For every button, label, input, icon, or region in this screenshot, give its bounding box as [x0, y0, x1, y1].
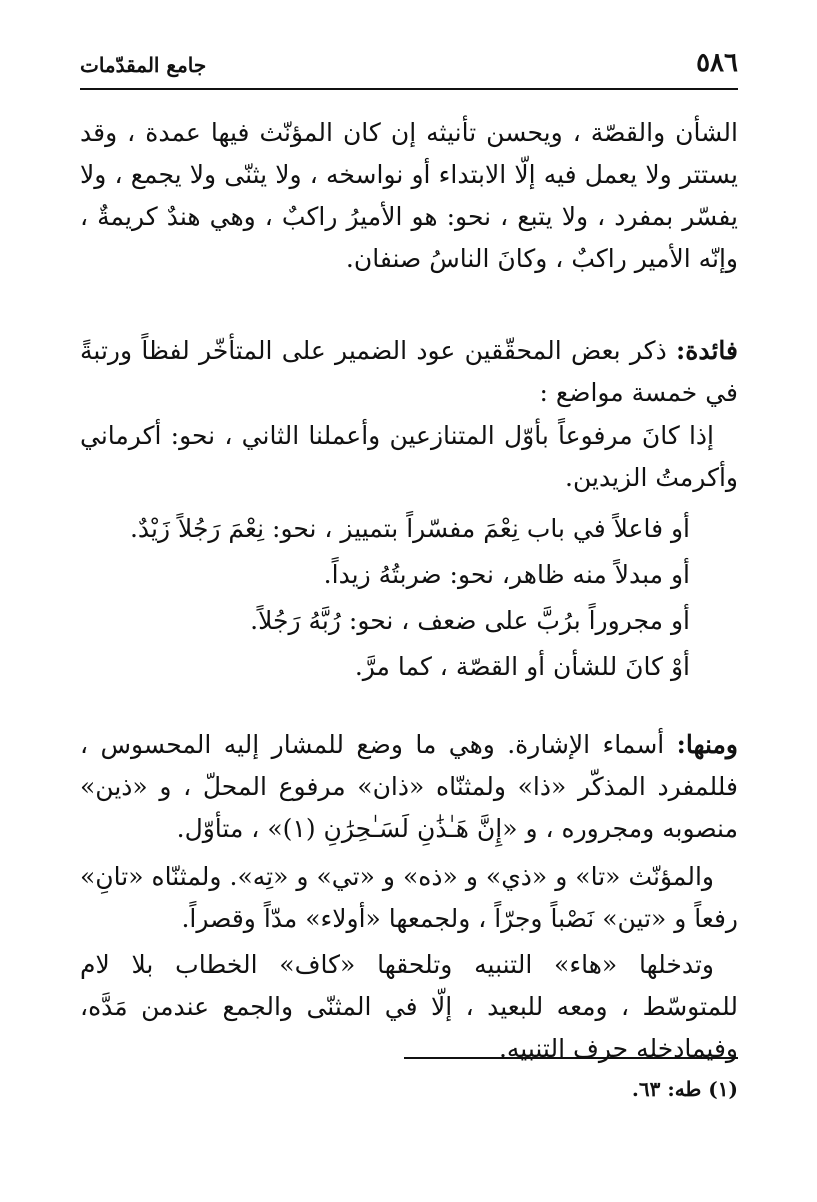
- header-rule: [80, 88, 738, 90]
- running-title: جامع المقدّمات: [80, 53, 207, 77]
- paragraph-2-text: [80, 330, 738, 414]
- paragraph-3: [80, 415, 738, 499]
- page-header: [80, 48, 738, 88]
- positions-list: [80, 506, 690, 690]
- paragraph-5: [80, 856, 738, 940]
- list-item: أو فاعلاً في باب نِعْمَ مفسّراً بتمييز ، نحو: نِعْمَ رَجُلاً زَيْدٌ.: [129, 514, 690, 543]
- paragraph-3-text: إذا كانَ مرفوعاً بأوّل المتنازعين وأعملنا الثاني ، نحو: أكرماني وأكرمتُ الزيدين.: [80, 421, 738, 492]
- paragraph-6-text: وتدخلها «هاء» التنبيه وتلحقها «كاف» الخطاب بلا لام للمتوسّط ، ومعه للبعيد ، إلّا في المثنّى والجمع عندمن مَدَّه، وفيمادخله حرف التنبيه.: [80, 950, 738, 1063]
- paragraph-4-text: [80, 724, 738, 850]
- footnote: (١) طه: ٦٣.: [631, 1077, 738, 1101]
- paragraph-6: [80, 944, 738, 1070]
- paragraph-5-text: والمؤنّث «تا» و «ذي» و «ذه» و «تي» و «تِه». ولمثنّاه «تانِ» رفعاً و «تين» نَصْباً وجرّاً ، ولجمعها «أولاء» مدّاً وقصراً.: [80, 862, 738, 933]
- paragraph-4: [80, 724, 738, 850]
- minha-heading: ومنها:: [676, 730, 739, 759]
- paragraph-2-body: ذكر بعض المحقّقين عود الضمير على المتأخّر لفظاً ورتبةً في خمسة مواضع :: [80, 336, 738, 407]
- footnote-rule: [404, 1057, 738, 1059]
- paragraph-4-body: أسماء الإشارة. وهي ما وضع للمشار إليه المحسوس ، فللمفرد المذكّر «ذا» ولمثنّاه «ذان» مرفوع المحلّ ، و «ذين» منصوبه ومجروره ، و «إِنَّ هَـٰذَٰنِ لَسَـٰحِرَٰنِ (١)» ، متأوّل.: [80, 730, 738, 843]
- paragraph-2: [80, 330, 738, 414]
- faida-heading: فائدة:: [676, 336, 738, 365]
- paragraph-1-text: الشأن والقصّة ، ويحسن تأنيثه إن كان المؤنّث فيها عمدة ، وقد يستتر ولا يعمل فيه إلّا الابتداء أو نواسخه ، ولا يثنّى ولا يجمع ، ولا يفسّر بمفرد ، ولا يتبع ، نحو: هو الأميرُ راكبٌ ، وهي هندٌ كريمةٌ ، وإنّه الأمير راكبٌ ، وكانَ الناسُ صنفان.: [80, 118, 738, 273]
- list-item: أوْ كانَ للشأن أو القصّة ، كما مرَّ.: [354, 652, 690, 681]
- list-item: أو مجروراً برُبَّ على ضعف ، نحو: رُبَّهُ رَجُلاً.: [250, 606, 690, 635]
- list-item: أو مبدلاً منه ظاهر، نحو: ضربتُهُ زيداً.: [323, 560, 690, 589]
- paragraph-1: [80, 112, 738, 280]
- page-number: ٥٨٦: [696, 48, 738, 78]
